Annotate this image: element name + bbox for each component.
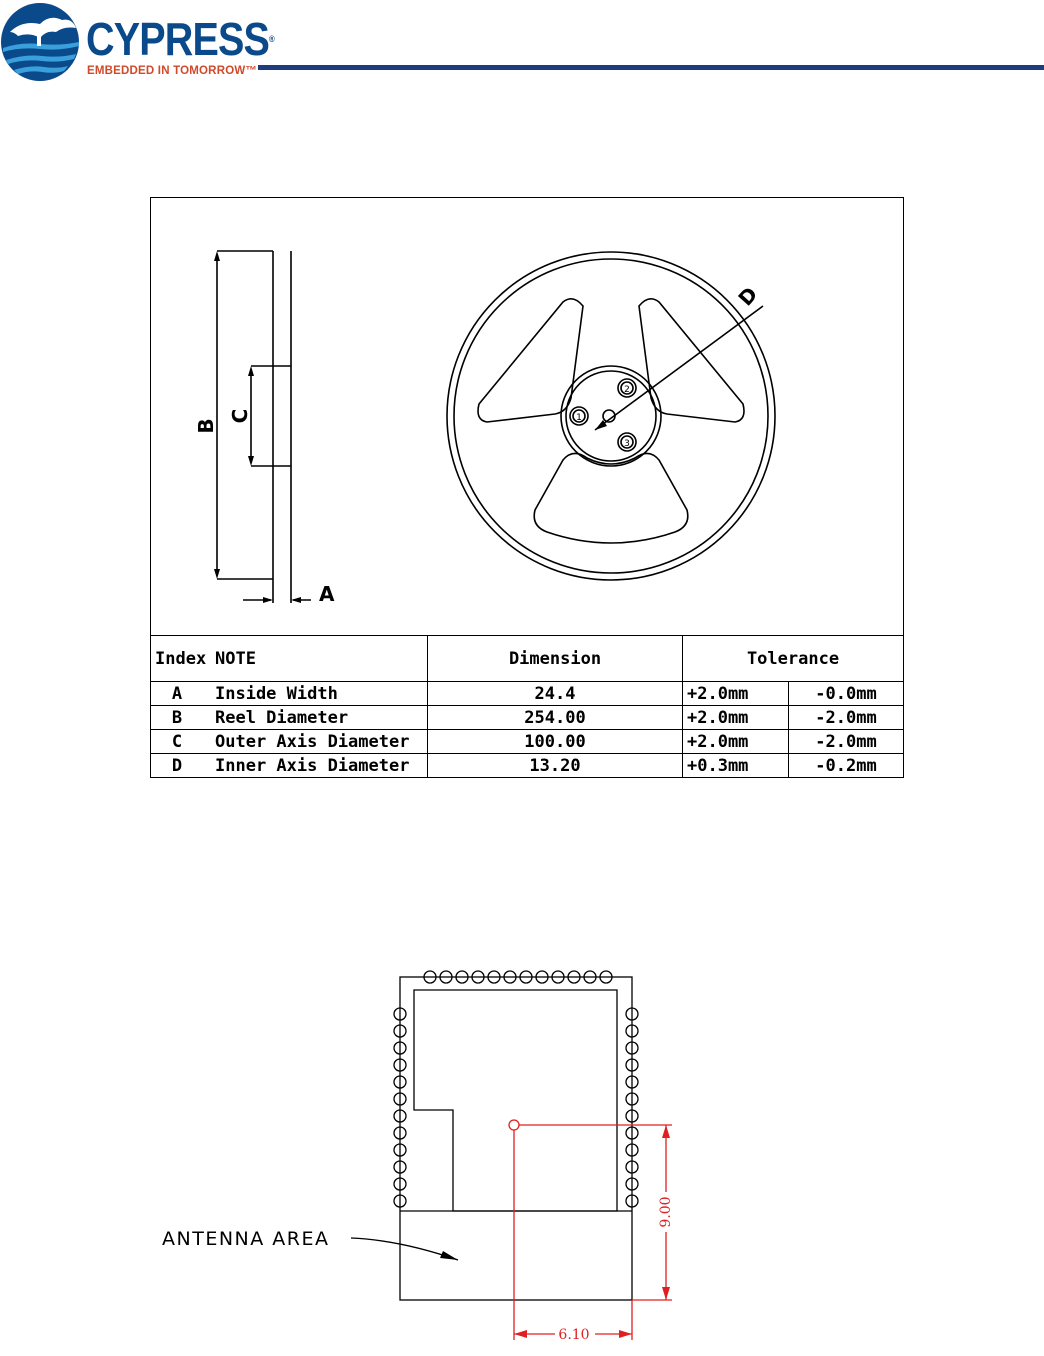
company-name: CYPRESS <box>86 13 270 65</box>
row-index-value: C <box>171 731 183 752</box>
row-tol-minus: -0.0mm <box>789 682 904 706</box>
cypress-logo-icon <box>0 2 84 84</box>
row-dimension: 13.20 <box>428 754 683 778</box>
reel-drawing <box>151 198 903 636</box>
hub-mark-2: 2 <box>624 385 630 395</box>
module-drawing-frame <box>150 960 690 1350</box>
header-note-label: NOTE <box>215 648 256 669</box>
header-rule <box>258 65 1044 70</box>
header-index-label: Index <box>155 648 207 669</box>
table-header-row <box>151 636 904 682</box>
reel-drawing-frame <box>150 197 904 635</box>
row-tol-plus: +2.0mm <box>683 730 789 754</box>
table-row <box>151 682 904 706</box>
row-index-value: A <box>171 683 183 704</box>
row-note: Reel Diameter <box>211 706 428 730</box>
dim-vertical-label: 9.00 <box>658 1196 674 1228</box>
row-index <box>151 682 212 706</box>
row-index <box>151 706 212 730</box>
row-dimension: 24.4 <box>428 682 683 706</box>
dim-label-c: C <box>228 408 252 424</box>
reel-spec-table <box>150 635 904 778</box>
row-dimension: 100.00 <box>428 730 683 754</box>
trademark-symbol: ® <box>269 34 275 44</box>
row-index-value: B <box>171 707 183 728</box>
dim-label-a: A <box>319 582 335 606</box>
row-index <box>151 754 212 778</box>
dim-label-d: D <box>733 282 763 311</box>
row-dimension: 254.00 <box>428 706 683 730</box>
row-note: Inner Axis Diameter <box>211 754 428 778</box>
page-header <box>0 0 1044 90</box>
module-footprint-drawing <box>150 960 690 1350</box>
header-note <box>211 636 428 682</box>
antenna-area-label: ANTENNA AREA <box>162 1228 330 1250</box>
hub-mark-3: 3 <box>624 439 630 449</box>
table-row <box>151 730 904 754</box>
table-row <box>151 754 904 778</box>
dim-horizontal-label: 6.10 <box>558 1327 590 1343</box>
header-tolerance: Tolerance <box>683 636 904 682</box>
company-logo-text <box>86 13 275 65</box>
row-tol-plus: +2.0mm <box>683 706 789 730</box>
row-index-value: D <box>171 755 183 776</box>
row-note: Inside Width <box>211 682 428 706</box>
row-index <box>151 730 212 754</box>
table-row <box>151 706 904 730</box>
row-note: Outer Axis Diameter <box>211 730 428 754</box>
row-tol-minus: -2.0mm <box>789 706 904 730</box>
header-index <box>151 636 212 682</box>
row-tol-plus: +0.3mm <box>683 754 789 778</box>
row-tol-plus: +2.0mm <box>683 682 789 706</box>
header-dimension: Dimension <box>428 636 683 682</box>
dim-label-b: B <box>194 418 218 434</box>
row-tol-minus: -2.0mm <box>789 730 904 754</box>
hub-mark-1: 1 <box>576 413 582 423</box>
company-tagline: EMBEDDED IN TOMORROW™ <box>87 65 258 77</box>
row-tol-minus: -0.2mm <box>789 754 904 778</box>
